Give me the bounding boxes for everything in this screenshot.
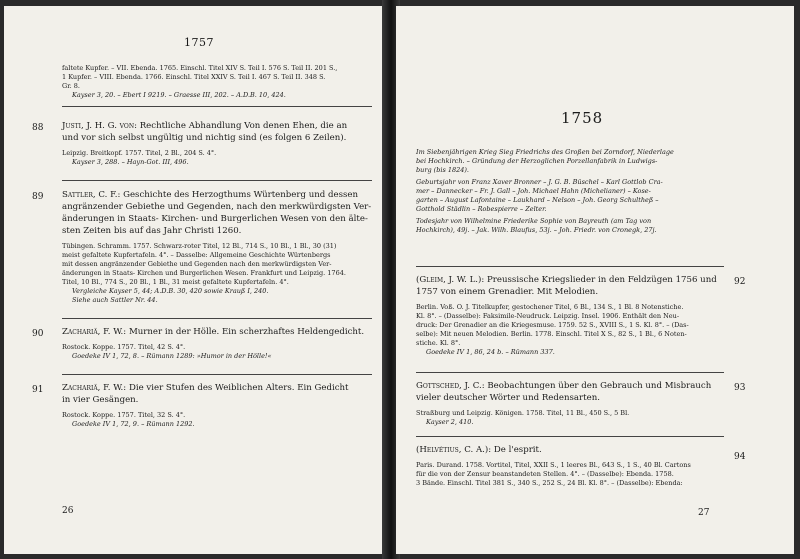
- imprint-line: Paris. Durand. 1758. Vortitel, Titel, XXII S., 1 leeres Bl., 643 S., 1 S., 40 Bl. Cartons: [416, 461, 691, 469]
- imprint-line: Leipzig. Breitkopf. 1757. Titel, 2 Bl., 204 S. 4°.: [62, 149, 217, 157]
- divider: [62, 106, 372, 107]
- running-head: 1757: [184, 36, 214, 49]
- entry-93: [416, 380, 728, 427]
- references: Vergleiche Kayser 5, 44; A.D.B. 30, 420 sowie Krauß I, 240.: [72, 287, 269, 295]
- title-line: sten Zeiten bis auf das Jahr Christi 1260.: [62, 226, 242, 236]
- page-number: 26: [62, 506, 74, 516]
- births-line: mer – Dannecker – Fr. J. Gall – Joh. Michael Hahn (Michelianer) – Kose-: [416, 187, 651, 195]
- title-line: 1757 von einem Grenadier. Mit Melodien.: [416, 287, 599, 297]
- title-line: in vier Gesängen.: [62, 395, 139, 405]
- author: Justi, J. H. G. von:: [62, 121, 137, 131]
- references: Kayser 3, 20. – Ebert I 9219. – Graesse III, 202. – A.D.B. 10, 424.: [72, 91, 286, 99]
- continuation-block: [62, 64, 372, 100]
- entry-title: [62, 189, 374, 201]
- right-page: [396, 6, 794, 554]
- entry-title: [416, 444, 728, 456]
- deaths-line: Todesjahr von Wilhelmine Friederike Sophie von Bayreuth (am Tag von: [416, 217, 652, 225]
- imprint-line: selbe): Mit neuen Melodien. Berlin. 1778. Einschl. Titel X S., 82 S., 1 Bl., 6 Noten-: [416, 330, 687, 338]
- text-line: Gr. 8.: [62, 82, 80, 90]
- title-line: angränzender Gebiethe und Gegenden, nach den merkwürdigsten Ver-: [62, 202, 372, 212]
- author: Zachariä, F. W.:: [62, 327, 127, 337]
- entry-number: 91: [32, 385, 44, 395]
- text-line: faltete Kupfer. – VII. Ebenda. 1765. Einschl. Titel XIV S. Teil I. 576 S. Teil II. 201 S.,: [62, 64, 338, 72]
- imprint-line: stiche. Kl. 8°.: [416, 339, 461, 347]
- references: Kayser 2, 410.: [426, 418, 474, 426]
- divider: [62, 318, 372, 319]
- title-line: und vor sich selbst ungültig und nichtig sind (es folgen 6 Zeilen).: [62, 133, 347, 143]
- author: Zachariä, F. W.:: [62, 383, 127, 393]
- entry-number: 89: [32, 192, 44, 202]
- births-line: Geburtsjahr von Franz Xaver Bronner – J. G. B. Büschel – Karl Gottlob Cra-: [416, 178, 663, 186]
- title-line: Die vier Stufen des Weiblichen Alters. Ein Gedicht: [128, 383, 349, 393]
- author: (Gleim, J. W. L.):: [416, 275, 485, 285]
- references: Kayser 3, 288. – Hayn-Got. III, 496.: [72, 158, 189, 166]
- divider: [416, 372, 724, 373]
- author: Gottsched, J. C.:: [416, 381, 485, 391]
- entry-89: [62, 189, 374, 305]
- title-line: Murner in der Hölle. Ein scherzhaftes Heldengedicht.: [128, 327, 365, 337]
- entry-92: [416, 274, 728, 357]
- entry-title: [62, 382, 374, 394]
- divider: [416, 436, 724, 437]
- title-line: Rechtliche Abhandlung Von denen Ehen, die an: [139, 121, 348, 131]
- title-line: vieler deutscher Wörter und Redensarten.: [416, 393, 600, 403]
- births-line: Gotthold Städlin – Robespierre – Zelter.: [416, 205, 547, 213]
- entry-title: [416, 274, 728, 286]
- imprint-line: Rostock. Koppe. 1757. Titel, 42 S. 4°.: [62, 343, 186, 351]
- author: (Helvétius, C. A.):: [416, 445, 492, 455]
- births-line: garten – August Lafontaine – Laukhard – Nelson – Joh. Georg Schultheß –: [416, 196, 659, 204]
- entry-88: [62, 120, 374, 167]
- events-line: bei Hochkirch. – Gründung der Herzoglichen Porzellanfabrik in Ludwigs-: [416, 157, 658, 165]
- divider: [416, 266, 724, 267]
- entry-number: 94: [734, 452, 746, 462]
- entry-title: [62, 120, 374, 132]
- year-heading: 1758: [561, 109, 604, 127]
- imprint-line: Titel, 10 Bl., 774 S., 20 Bl., 1 Bl., 31 meist gefaltete Kupfertafeln. 4°.: [62, 278, 289, 286]
- title-line: Geschichte des Herzogthums Würtenberg und dessen: [123, 190, 359, 200]
- entry-number: 92: [734, 277, 746, 287]
- note: Siehe auch Sattler Nr. 44.: [72, 296, 158, 304]
- entry-94: [416, 444, 728, 488]
- events-line: burg (bis 1824).: [416, 166, 470, 174]
- entry-number: 93: [734, 383, 746, 393]
- chronicle-block: [416, 148, 724, 235]
- imprint-line: meist gefaltete Kupfertafeln. 4°. – Dasselbe: Allgemeine Geschichte Würtenbergs: [62, 251, 331, 259]
- author: Sattler, C. F.:: [62, 190, 121, 200]
- imprint-line: änderungen in Staats- Kirchen und Burgerlichen Wesen. Frankfurt und Leipzig. 1764.: [62, 269, 346, 277]
- text-line: 1 Kupfer. – VIII. Ebenda. 1766. Einschl. Titel XXIV S. Teil I. 467 S. Teil II. 348 S.: [62, 73, 326, 81]
- entry-90: [62, 326, 374, 361]
- imprint-line: mit dessen angränzender Gebiethe und Gegenden nach den merkwürdigsten Ver-: [62, 260, 332, 268]
- imprint-line: druck: Der Grenadier an die Kriegesmuse. 1759. 52 S., XVIII S., 1 S. Kl. 8°. – (Das-: [416, 321, 689, 329]
- entry-title: [416, 380, 728, 392]
- references: Goedeke IV 1, 72, 8. – Rümann 1289: »Humor in der Hölle!«: [72, 352, 272, 360]
- title-line: änderungen in Staats- Kirchen- und Burgerlichen Wesen von den älte-: [62, 214, 368, 224]
- deaths-line: Hochkirch), 49j. – Jak. Wilh. Blaufus, 53j. – Joh. Friedr. von Cronegk, 27j.: [416, 226, 657, 234]
- imprint-line: Tübingen. Schramm. 1757. Schwarz-roter Titel, 12 Bl., 714 S., 10 Bl., 1 Bl., 30 (31): [62, 242, 337, 250]
- events-line: Im Siebenjährigen Krieg Sieg Friedrichs des Großen bei Zorndorf, Niederlage: [416, 148, 674, 156]
- entry-number: 90: [32, 329, 44, 339]
- references: Goedeke IV 1, 86, 24 b. – Rümann 337.: [426, 348, 555, 356]
- imprint-line: Rostock. Koppe. 1757. Titel, 32 S. 4°.: [62, 411, 186, 419]
- imprint-line: 3 Bände. Einschl. Titel 381 S., 340 S., 252 S., 24 Bl. Kl. 8°. – (Dasselbe): Ebenda:: [416, 479, 683, 487]
- title-line: De l'esprit.: [493, 445, 542, 455]
- divider: [62, 180, 372, 181]
- references: Goedeke IV 1, 72, 9. – Rümann 1292.: [72, 420, 195, 428]
- left-page: [4, 6, 386, 554]
- imprint-line: Berlin. Voß. O. J. Titelkupfer, gestochener Titel, 6 Bl., 134 S., 1 Bl. 8 Notenstiche.: [416, 303, 684, 311]
- title-line: Beobachtungen über den Gebrauch und Misbrauch: [487, 381, 712, 391]
- page-number: 27: [698, 508, 710, 518]
- entry-91: [62, 382, 374, 429]
- imprint-line: Kl. 8°. – (Dasselbe): Faksimile-Neudruck. Leipzig. Insel. 1906. Enthält den Neu-: [416, 312, 680, 320]
- title-line: Preussische Kriegslieder in den Feldzügen 1756 und: [487, 275, 717, 285]
- entry-title: [62, 326, 374, 338]
- divider: [62, 374, 372, 375]
- entry-number: 88: [32, 123, 44, 133]
- imprint-line: für die von der Zensur beanstandeten Stellen. 4°. – (Dasselbe): Ebenda. 1758.: [416, 470, 674, 478]
- imprint-line: Straßburg und Leipzig. Königen. 1758. Titel, 11 Bl., 450 S., 5 Bl.: [416, 409, 630, 417]
